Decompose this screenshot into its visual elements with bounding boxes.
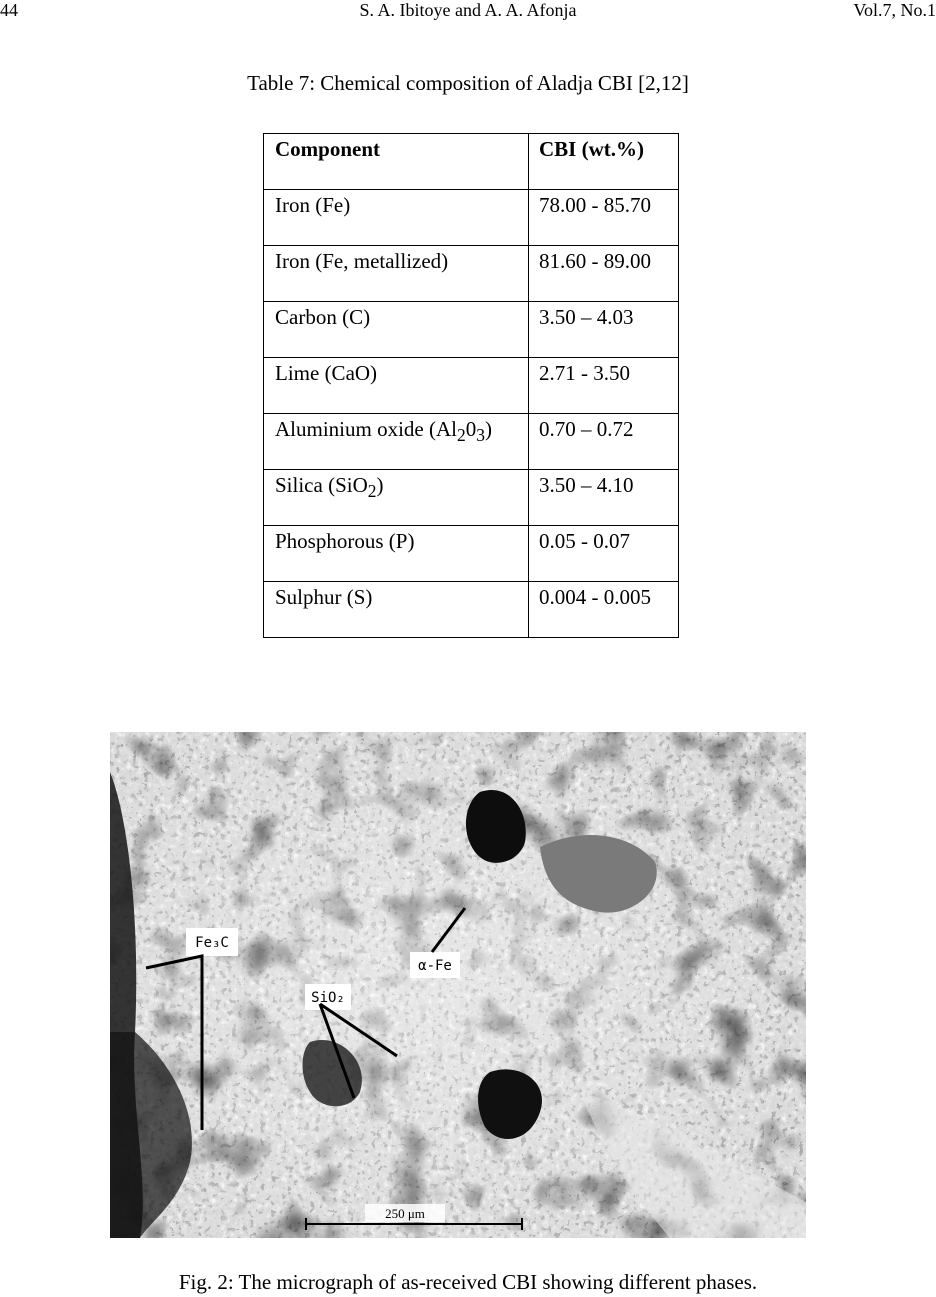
svg-text:α-Fe: α-Fe xyxy=(418,958,452,974)
cell-value: 0.70 – 0.72 xyxy=(529,414,679,470)
table-row xyxy=(264,246,679,302)
cell-component: Carbon (C) xyxy=(264,302,529,358)
volume-info: Vol.7, No.1 xyxy=(853,0,936,20)
table-row xyxy=(264,582,679,638)
cell-component: Aluminium oxide $(Al_20_3)$ xyxy=(264,414,529,470)
cell-value: 81.60 - 89.00 xyxy=(529,246,679,302)
table-caption: Table 7: Chemical composition of Aladja CBI [2,12] xyxy=(247,71,689,95)
cell-value: 2.71 - 3.50 xyxy=(529,358,679,414)
svg-text:250 μm: 250 μm xyxy=(385,1206,425,1221)
cell-component: Iron (Fe, metallized) xyxy=(264,246,529,302)
composition-table xyxy=(263,133,679,638)
cell-component: Iron (Fe) xyxy=(264,190,529,246)
svg-text:Fe₃C: Fe₃C xyxy=(195,935,229,951)
table-row xyxy=(264,358,679,414)
table-row xyxy=(264,414,679,470)
cell-value: 3.50 – 4.10 xyxy=(529,470,679,526)
cell-component: Phosphorous (P) xyxy=(264,526,529,582)
cell-value: 78.00 - 85.70 xyxy=(529,190,679,246)
cell-component: Silica (SiO$_2$) xyxy=(264,470,529,526)
column-header-cbi: CBI (wt.%) xyxy=(529,134,679,190)
running-header xyxy=(0,0,936,24)
cell-value: 0.004 - 0.005 xyxy=(529,582,679,638)
cell-component: Lime (CaO) xyxy=(264,358,529,414)
figure-caption: Fig. 2: The micrograph of as-received CBI showing different phases. xyxy=(178,1270,758,1294)
table-header-row xyxy=(264,134,679,190)
table-row xyxy=(264,470,679,526)
micrograph-image xyxy=(110,732,806,1238)
table-row xyxy=(264,526,679,582)
cell-value: 3.50 – 4.03 xyxy=(529,302,679,358)
running-authors: S. A. Ibitoye and A. A. Afonja xyxy=(359,0,577,20)
micrograph-figure xyxy=(110,732,806,1238)
column-header-component: Component xyxy=(264,134,529,190)
cell-value: 0.05 - 0.07 xyxy=(529,526,679,582)
table-row xyxy=(264,190,679,246)
cell-component: Sulphur (S) xyxy=(264,582,529,638)
table-row xyxy=(264,302,679,358)
page-number: 44 xyxy=(0,0,18,20)
svg-text:SiO₂: SiO₂ xyxy=(311,990,345,1006)
